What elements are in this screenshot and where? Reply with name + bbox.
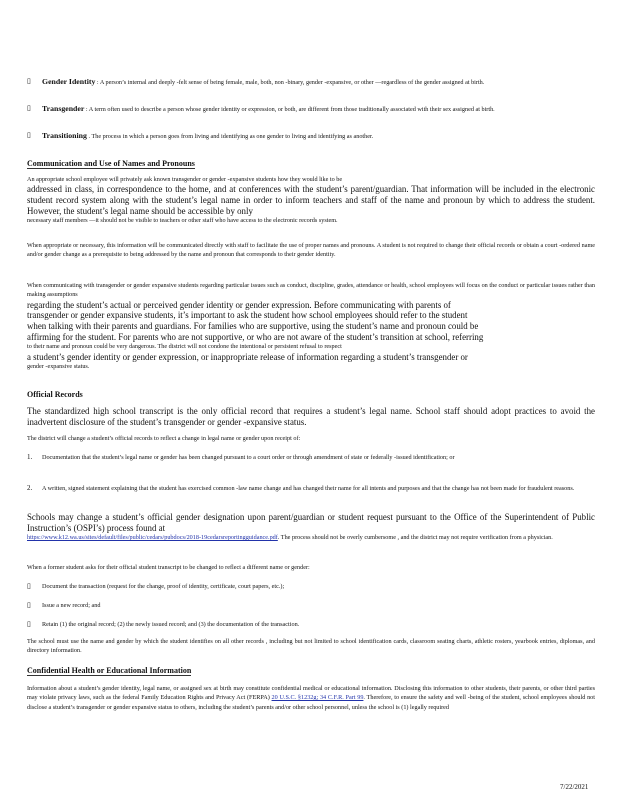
section-heading-communication: Communication and Use of Names and Pronouns <box>27 159 195 168</box>
bullet-icon: ▯ <box>27 77 31 85</box>
footer-date: 7/22/2021 <box>560 783 589 791</box>
section-heading-confidential: Confidential Health or Educational Information <box>27 666 192 675</box>
records-paragraph-5: The school must use the name and gender by which the student identifies on all other records , including but not limited to school identification cards, classroom seating charts, athletic rosters, yearbook entries, diplomas, and directory information. <box>27 638 595 655</box>
bullet-icon: ▯ <box>27 620 31 628</box>
definition-text: A term often used to describe a person whose gender identity or expression, or both, are different from those traditionally associated with their sex assigned at birth. <box>88 106 495 113</box>
definition-term: Transgender <box>42 104 85 113</box>
records-bullet-1: ▯ Document the transaction (request for the change, proof of identity, certificate, court papers, etc.); <box>27 582 285 590</box>
records-paragraph-2: The district will change a student’s official records to reflect a change in legal name or gender upon receipt of: <box>27 435 301 442</box>
bullet-icon: ▯ <box>27 601 31 609</box>
definition-transitioning: ▯ Transitioning . The process in which a person goes from living and identifying as one gender to living and identifying as another. <box>27 131 374 140</box>
bullet-icon: ▯ <box>27 582 31 590</box>
definition-transgender: ▯ Transgender : A term often used to describe a person whose gender identity or expression, or both, are different from those traditionally associated with their sex assigned at birth. <box>27 104 495 113</box>
ferpa-citation-link[interactable]: 20 U.S.C. §1232g; 34 C.F.R. Part 99 <box>271 694 364 702</box>
records-bullet-2: ▯ Issue a new record; and <box>27 601 101 609</box>
ospi-guidance-link[interactable]: https://www.k12.wa.us/sites/default/files/public/cedars/pubdocs/2018-19cedarsreportingguidance.pdf <box>27 534 278 542</box>
records-paragraph-4: When a former student asks for their official student transcript to be changed to reflect a different name or gender: <box>27 564 310 571</box>
section-heading-official-records: Official Records <box>27 390 83 399</box>
communication-paragraph-1: An appropriate school employee will privately ask known transgender or gender -expansive students how they would like to be addressed in class, in correspondence to the home, and at conferences with the student’s parent/guardian. That information will be included in the electronic student record system along with the student’s legal name in order to inform teachers and staff of the name and pronoun by which to address the student. However, the student’s legal name should be accessible by only necessary staff members —it should not be visible to teachers or other staff who have access to the electronic records system. <box>27 176 595 225</box>
records-paragraph-3: Schools may change a student’s official gender designation upon parent/guardian or student request pursuant to the Office of the Superintendent of Public Instruction’s (OSPI’s) process found at https://www.k12.wa.us/sites/default/files/public/cedars/pubdocs/2018-19cedarsreportingguidance.pdf. The process should not be overly cumbersome , and the district may not require verification from a physician. <box>27 512 595 542</box>
definition-term: Transitioning <box>42 131 87 140</box>
records-list-item-2: 2. A written, signed statement explaining that the student has exercised common -law name change and has changed their name for all intents and purposes and that the change has not been made for fraudulent reasons. <box>27 484 575 492</box>
records-paragraph-1: The standardized high school transcript is the only official record that requires a student’s legal name. School staff should adopt practices to avoid the inadvertent disclosure of the student’s transgender or gender -expansive status. <box>27 406 595 427</box>
records-bullet-3: ▯ Retain (1) the original record; (2) the newly issued record; and (3) the documentation of the transaction. <box>27 620 300 628</box>
definition-text: The process in which a person goes from living and identifying as one gender to living and identifying as another. <box>91 133 374 140</box>
definition-term: Gender Identity <box>42 77 96 86</box>
definition-text: A person’s internal and deeply -felt sense of being female, male, both, non -binary, gender -expansive, or other —regardless of the gender assigned at birth. <box>99 79 485 86</box>
records-list-item-1: 1. Documentation that the student’s legal name or gender has been changed pursuant to a court order or through amendment of state or federally -issued identification; or <box>27 453 455 461</box>
communication-paragraph-2: When appropriate or necessary, this information will be communicated directly with staff to facilitate the use of proper names and pronouns. A student is not required to change their official records or obtain a court -ordered name and/or gender change as a prerequisite to being addressed by the name and pronoun that corresponds to their gender identity. <box>27 242 595 259</box>
confidential-paragraph-1: Information about a student’s gender identity, legal name, or assigned sex at birth may constitute confidential medical or educational information. Disclosing this information to other students, their parents, or other third parties may violate privacy laws, such as the federal Family Education Rights and Privacy Act (FERPA) 20 U.S.C. §1232g; 34 C.F.R. Part 99. Therefore, to ensure the safety and well -being of the student, school employees should not disclose a student’s transgender or gender expansive status to others, including the student’s parents and/or other school personnel, unless the school is (1) legally required <box>27 685 595 711</box>
bullet-icon: ▯ <box>27 131 31 139</box>
bullet-icon: ▯ <box>27 104 31 112</box>
communication-paragraph-3: When communicating with transgender or gender expansive students regarding particular issues such as conduct, discipline, grades, attendance or health, school employees will focus on the conduct or particular issues rather than making assumptions regarding the student’s actual or perceived gender identity or gender expression. Before communicating with parents of transgender or gender expansive students, it’s important to ask the student how school employees should refer to the student when talking with their parents and guardians. For families who are supportive, using the student’s name and pronoun could be affirming for the student. For parents who are not supportive, or who are not aware of the student’s transition at school, referring to their name and pronoun could be very dangerous. The district will not condone the intentional or persistent refusal to respect a student’s gender identity or gender expression, or inappropriate release of information regarding a student’s transgender or gender -expansive status. <box>27 282 595 371</box>
definition-gender-identity: ▯ Gender Identity : A person’s internal and deeply -felt sense of being female, male, both, non -binary, gender -expansive, or other —regardless of the gender assigned at birth. <box>27 77 485 86</box>
